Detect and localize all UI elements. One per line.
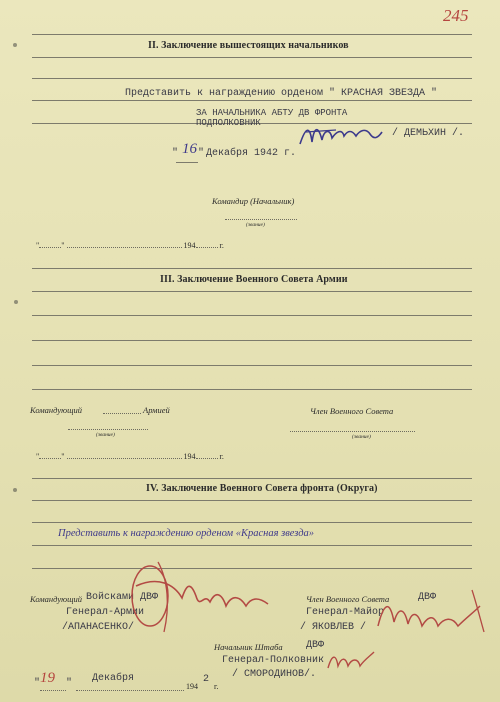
section4-member-typed: ДВФ <box>418 592 437 603</box>
fill-line <box>32 365 472 366</box>
section4-year-digit: 2 <box>203 674 210 685</box>
section4-handwritten: Представить к награждению орденом «Красная звезда» <box>58 528 315 539</box>
signature-smorodinov <box>324 646 378 676</box>
section-rule <box>32 268 472 269</box>
section2-typed-name: / ДЕМЬХИН /. <box>392 128 465 139</box>
section3-date-blank: " " 194 г. <box>36 452 224 461</box>
section4-chief-typed: ДВФ <box>306 640 325 651</box>
fill-line <box>32 389 472 390</box>
section4-member-rank: Генерал-Майор <box>306 607 385 618</box>
fill-line <box>32 522 472 523</box>
section2-date-close: " <box>198 148 205 159</box>
archive-number: 245 <box>443 6 469 25</box>
section4-date-close: " <box>66 678 73 689</box>
fill-line <box>32 78 472 79</box>
fill-line <box>32 545 472 546</box>
section4-commander-typed: Войсками ДВФ <box>86 592 159 603</box>
fill-line <box>32 315 472 316</box>
section2-date-rest: Декабря 1942 г. <box>206 148 297 159</box>
section-rule <box>32 57 472 58</box>
section4-date-open: " <box>34 678 41 689</box>
section4-chief-name: / СМОРОДИНОВ/. <box>232 669 317 680</box>
section4-member-name: / ЯКОВЛЕВ / <box>300 622 367 633</box>
section3-rank-caption-right: (звание) <box>352 434 371 440</box>
section2-date-open: " <box>172 148 179 159</box>
signature-apanasenko <box>128 556 278 636</box>
army-dotline <box>103 413 141 414</box>
section4-date-month: Декабря <box>92 673 135 684</box>
section2-date-day: 16 <box>182 141 197 157</box>
date-dotline <box>40 690 66 691</box>
section2-rank-caption: (звание) <box>246 222 265 228</box>
section4-chief-rank: Генерал-Полковник <box>222 655 325 666</box>
section2-year-suffix: г. <box>219 241 224 250</box>
section4-chief-caption: Начальник Штаба <box>214 642 283 652</box>
section3-heading: III. Заключение Военного Совета Армии <box>160 274 348 285</box>
punch-hole <box>13 43 17 47</box>
rank-dotline <box>290 431 415 432</box>
signature-yakovlev <box>372 582 494 642</box>
section-rule <box>32 500 472 501</box>
signature-demukhin <box>296 118 386 152</box>
fill-line <box>32 100 472 101</box>
section2-heading: II. Заключение вышестоящих начальников <box>148 40 349 51</box>
date-underline <box>176 162 198 163</box>
section3-rank-caption-left: (звание) <box>96 432 115 438</box>
section3-commander-caption: Командующий <box>30 405 83 415</box>
date-dotline <box>76 690 184 691</box>
punch-hole <box>14 300 18 304</box>
rank-dotline <box>225 219 297 220</box>
section2-year-blank: 194 <box>183 241 196 250</box>
section-rule <box>32 34 472 35</box>
section4-date-day: 19 <box>40 670 55 686</box>
rank-dotline <box>68 429 148 430</box>
section4-heading: IV. Заключение Военного Совета фронта (Округа) <box>146 483 378 494</box>
section-rule <box>32 478 472 479</box>
section-rule <box>32 291 472 292</box>
section4-commander-name: /АПАНАСЕНКО/ <box>62 622 135 633</box>
section4-year-blank: 194 <box>186 682 198 691</box>
section4-commander-rank: Генерал-Армии <box>66 607 145 618</box>
section2-typed-line2: ЗА НАЧАЛЬНИКА АБТУ ДВ ФРОНТА <box>196 108 348 118</box>
section3-year-suffix: г. <box>219 452 224 461</box>
section4-year-suffix: г. <box>214 682 219 691</box>
section2-commander-caption: Командир (Начальник) <box>212 196 295 206</box>
fill-line <box>32 340 472 341</box>
section2-date-blank: " " 194 г. <box>36 241 224 250</box>
section2-typed-line3: ПОДПОЛКОВНИК <box>196 118 261 128</box>
section3-member-caption: Член Военного Совета <box>310 406 394 416</box>
section2-typed-line1: Представить к награждению орденом " КРАСНАЯ ЗВЕЗДА " <box>125 88 438 99</box>
section3-year-blank: 194 <box>183 452 196 461</box>
section4-commander-caption: Командующий <box>30 594 83 604</box>
punch-hole <box>13 488 17 492</box>
section3-army-caption: Армией <box>143 405 170 415</box>
section4-member-caption: Член Военного Совета <box>306 594 390 604</box>
